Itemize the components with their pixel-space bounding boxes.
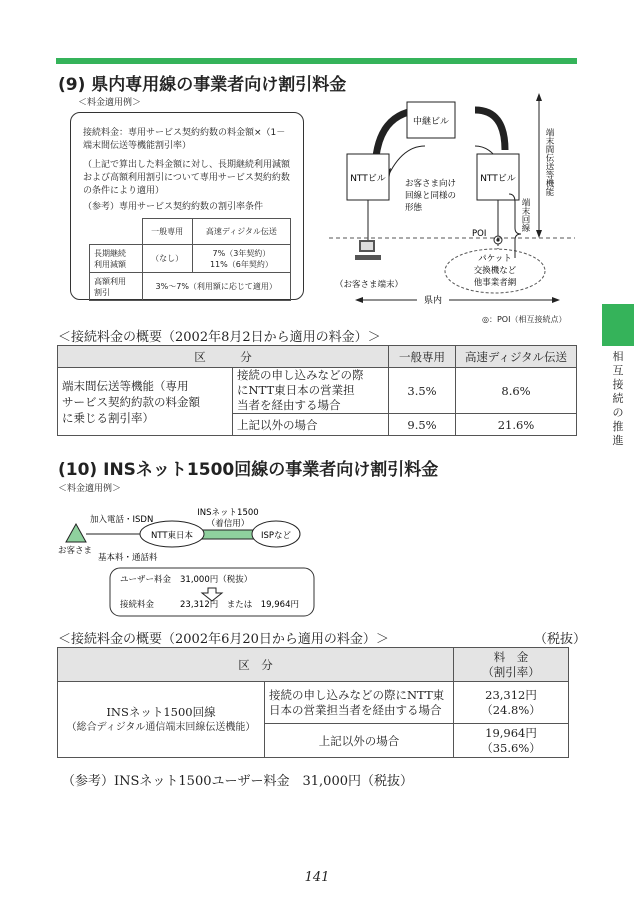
note-line-3: の条件により適用） [83, 186, 165, 196]
mini-row2-label: 高額利用 割引 [90, 273, 143, 301]
note-line-2: および高額利用割引について専用サービス契約約数 [83, 173, 290, 183]
label-center-1: お客さま向け [405, 179, 457, 189]
row-label-function: 端末間伝送等機能（専用 サービス契約約款の料金額 に乗じる割引率） [58, 368, 233, 436]
connection-fee-table-9 [57, 345, 577, 436]
label-phone: 加入電話・ISDN [90, 515, 154, 525]
formula-line-1: 接続料金：専用サービス契約約数の料金額×（1－ [83, 128, 286, 138]
formula-line-2: 端末間伝送等機能割引率） [83, 141, 192, 151]
connection-fee-table-10 [57, 647, 569, 758]
poi-legend: ◎：POI（相互接続点） [482, 315, 567, 324]
label-pref: 県内 [423, 296, 443, 306]
sub2-desc: 上記以外の場合 [233, 414, 389, 436]
label-packet-1: パケット [478, 254, 512, 264]
sub1-desc: 接続の申し込みなどの際 にNTT東日本の営業担 当者を経由する場合 [233, 368, 389, 414]
label-ins-1: INSネット1500 [197, 508, 259, 518]
label-ins-2: （着信用） [206, 519, 250, 529]
th-class-10: 区 分 [58, 648, 454, 682]
label-ntt-left: NTTビル [350, 174, 386, 184]
sub1-digital: 8.6% [456, 368, 577, 414]
value-user-fee: 31,000円（税抜） [180, 575, 253, 585]
note-line-1: （上記で算出した料金額に対し、長期継続利用減額 [83, 160, 291, 170]
discount-mini-table [89, 218, 291, 301]
label-relay: 中継ビル [412, 117, 450, 127]
label-vertical-function: 端末間伝送等機能 [544, 128, 554, 196]
label-ntt: NTT東日本 [150, 531, 194, 541]
label-user-fee: ユーザー料金 [120, 575, 172, 585]
value-connect: 23,312円 または 19,964円 [180, 600, 299, 610]
sub1-fee: 23,312円 （24.8%） [454, 682, 569, 724]
label-isp: ISPなど [260, 531, 292, 541]
sub2-desc-10: 上記以外の場合 [265, 724, 454, 758]
label-connect: 接続料金 [120, 600, 155, 610]
label-center-2: 回線と同様の [405, 191, 457, 201]
label-packet-3: 他事業者網 [473, 278, 517, 288]
section-10-title: (10) INSネット1500回線の事業者向け割引料金 [58, 460, 439, 480]
th-fee: 料 金 （割引率） [454, 648, 569, 682]
mini-header-general: 一般専用 [142, 219, 192, 245]
label-center-3: 形態 [405, 203, 423, 213]
chapter-side-label: 相 互 接 続 の 推 進 [612, 350, 624, 447]
ins-line-bar [200, 530, 254, 539]
sub2-fee: 19,964円 （35.6%） [454, 724, 569, 758]
label-customer: お客さま [58, 546, 93, 556]
mini-row1-general: （なし） [142, 245, 192, 273]
sub2-general: 9.5% [389, 414, 456, 436]
customer-icon [66, 524, 86, 542]
th-digital: 高速ディジタル伝送 [456, 346, 577, 368]
mini-row1-digital: 7%（3年契約） 11%（6年契約） [192, 245, 290, 273]
label-poi: POI [472, 229, 487, 239]
ref-condition: （参考）専用サービス契約約数の割引率条件 [83, 202, 264, 212]
label-basic: 基本料・通話料 [98, 553, 158, 563]
mini-header-digital: 高速ディジタル伝送 [192, 219, 290, 245]
ins-net-diagram [58, 498, 318, 620]
page-number: 141 [304, 870, 330, 885]
tax-note: （税抜） [534, 632, 587, 647]
label-terminal-circuit: 端末回線 [520, 198, 530, 232]
mini-row2-value: 3%～7%（利用額に応じて適用） [142, 273, 291, 301]
th-general: 一般専用 [389, 346, 456, 368]
label-packet-2: 交換機など [473, 266, 517, 276]
fee-example-box [70, 112, 304, 300]
example-label-10: ＜料金適用例＞ [58, 484, 122, 494]
mini-row1-label: 長期継続 利用減額 [90, 245, 143, 273]
example-label-9: ＜料金適用例＞ [78, 98, 142, 108]
section-9-title: (9) 県内専用線の事業者向け割引料金 [58, 75, 347, 95]
row-label-ins: INSネット1500回線 （総合ディジタル通信端末回線伝送機能） [58, 682, 265, 758]
chapter-side-tab [602, 304, 634, 346]
summary-caption-9: ＜接続料金の概要（2002年8月2日から適用の料金）＞ [58, 330, 381, 345]
label-customer: （お客さま端末） [335, 280, 404, 290]
sub1-desc-10: 接続の申し込みなどの際にNTT東 日本の営業担当者を経由する場合 [265, 682, 454, 724]
leased-line-diagram [325, 88, 580, 310]
th-class: 区 分 [58, 346, 389, 368]
summary-caption-10: ＜接続料金の概要（2002年6月20日から適用の料金）＞ [58, 632, 389, 647]
sub1-general: 3.5% [389, 368, 456, 414]
label-ntt-right: NTTビル [480, 174, 516, 184]
sub2-digital: 21.6% [456, 414, 577, 436]
top-green-rule [56, 58, 577, 64]
ins-user-fee-ref: （参考）INSネット1500ユーザー料金 31,000円（税抜） [62, 774, 413, 789]
